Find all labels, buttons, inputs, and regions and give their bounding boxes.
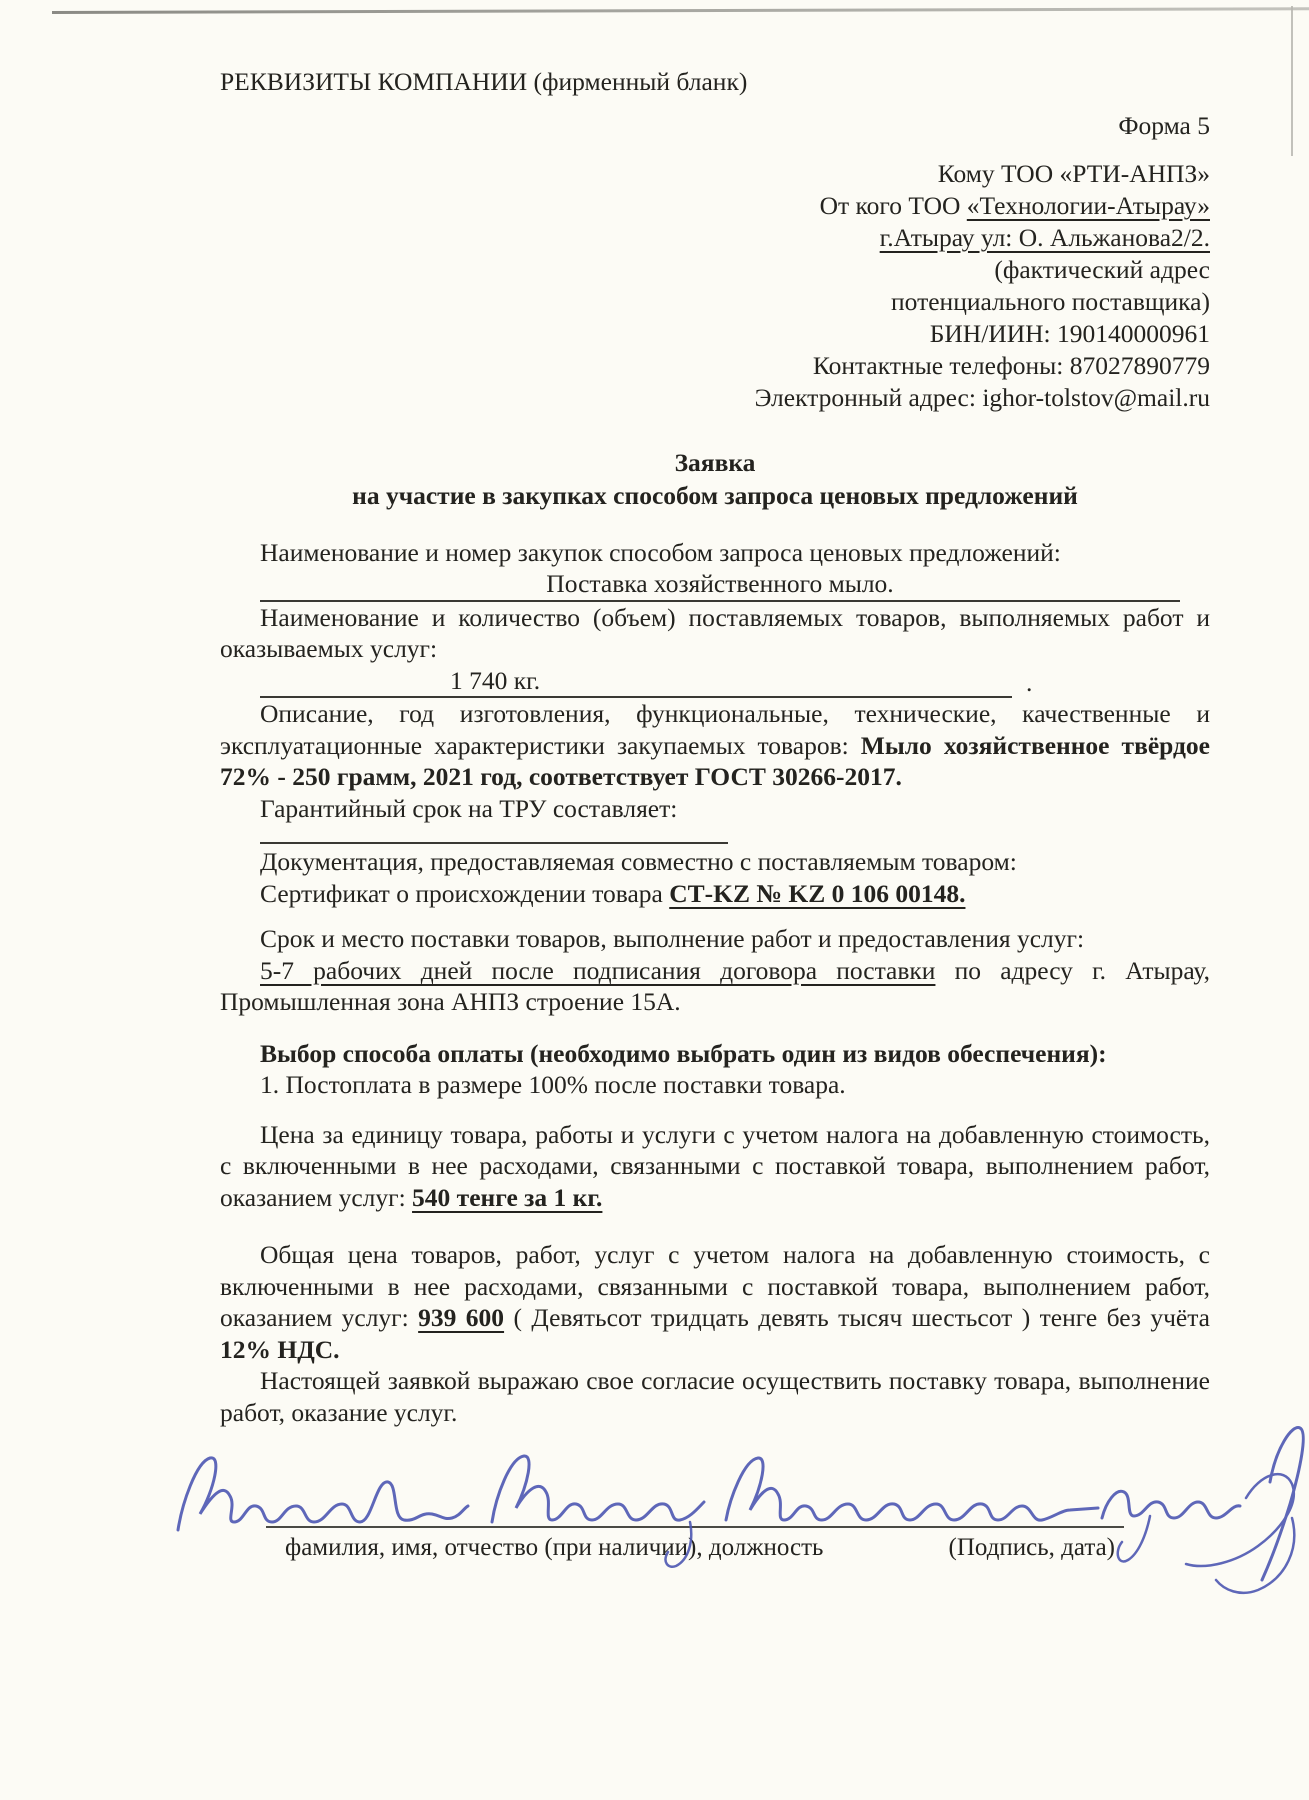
recipient-from xyxy=(220,190,1210,222)
letterhead-note: РЕКВИЗИТЫ КОМПАНИИ (фирменный бланк) xyxy=(220,67,748,96)
signature-block xyxy=(0,1418,1309,1678)
paragraph-quantity: Наименование и количество (объем) поставляемых товаров, выполняемых работ и оказываемых услуг: xyxy=(220,602,1210,663)
paragraph-payment-option: 1. Постоплата в размере 100% после поставки товара. xyxy=(260,1070,846,1099)
paragraph-warranty: Гарантийный срок на ТРУ составляет: xyxy=(260,793,678,823)
form-number: Форма 5 xyxy=(1118,111,1210,140)
empty-fill-line-warranty xyxy=(260,824,728,844)
contact-phones: Контактные телефоны: 87027890779 xyxy=(812,350,1210,380)
fill-line-quantity xyxy=(260,665,1012,699)
fill-line-quantity-row xyxy=(220,665,1210,699)
scan-artifact-right-line xyxy=(1291,6,1293,156)
address-note-line2: потенциального поставщика) xyxy=(891,286,1210,316)
paragraph-documentation: Документация, предоставляемая совместно с поставляемым товаром: xyxy=(260,847,1017,876)
delivery-term-rest: по адресу г. Атырау, Промышленная зона АНПЗ строение 15А. xyxy=(220,955,1210,1016)
document-subtitle: на участие в закупках способом запроса ценовых предложений xyxy=(352,481,1078,510)
document-content xyxy=(220,0,1210,1428)
total-price-text: Общая цена товаров, работ, услуг с учетом налога на добавленную стоимость, с включенными в нее расходами, связанными с поставкой товара, выполнением работ, оказанием услуг: xyxy=(220,1240,1210,1332)
unit-price-value-bold: 540 тенге за 1 кг. xyxy=(412,1182,603,1212)
document-title: Заявка xyxy=(674,447,756,477)
paragraph-consent: Настоящей заявкой выражаю свое согласие осуществить поставку товара, выполнение работ, оказание услуг. xyxy=(220,1366,1210,1427)
paragraph-delivery: Срок и место поставки товаров, выполнение работ и предоставления услуг: xyxy=(260,924,1085,953)
recipient-from-prefix: От кого ТОО xyxy=(819,190,967,220)
bin-iin: БИН/ИИН: 190140000961 xyxy=(929,318,1210,348)
fill-line-procurement-name: Поставка хозяйственного мыло. xyxy=(260,568,1180,602)
supplier-address: г.Атырау ул: О. Альжанова2/2. xyxy=(879,222,1210,252)
total-amount-bold: 939 600 xyxy=(418,1303,505,1332)
handwritten-signature xyxy=(0,1418,1309,1678)
paragraph-delivery-term xyxy=(220,955,1210,1018)
signature-label-name: фамилия, имя, отчество (при наличии), должность xyxy=(285,1534,824,1561)
supplier-name: «Технологии-Атырау» xyxy=(966,190,1210,220)
paragraph-payment-title: Выбор способа оплаты (необходимо выбрать один из видов обеспечения): xyxy=(260,1038,1107,1068)
quantity-trailing-period: . xyxy=(1026,667,1033,697)
recipient-block xyxy=(220,158,1210,414)
description-product-bold: Мыло хозяйственное твёрдое 72% - 250 грамм, 2021 год, соответствует ГОСТ 30266-2017. xyxy=(220,730,1210,791)
certificate-number-bold: СТ-KZ № KZ 0 106 00148. xyxy=(669,878,966,908)
document-title-block xyxy=(220,446,1210,513)
paragraph-total-price xyxy=(220,1239,1210,1365)
recipient-to: Кому ТОО «РТИ-АНПЗ» xyxy=(937,158,1210,188)
total-amount-words: ( Девятьсот тридцать девять тысяч шестьсот ) тенге без учёта xyxy=(504,1303,1210,1332)
email-address: Электронный адрес: ighor-tolstov@mail.ru xyxy=(754,382,1210,412)
paragraph-description xyxy=(220,698,1210,793)
description-text: Описание, год изготовления, функциональные, технические, качественные и эксплуатационные характеристики закупаемых товаров: xyxy=(220,699,1210,760)
unit-price-text: Цена за единицу товара, работы и услуги с учетом налога на добавленную стоимость, с включенными в нее расходами, связанными с поставкой товара, выполнением работ, оказанием услуг: xyxy=(220,1119,1210,1212)
delivery-term-underlined: 5-7 рабочих дней после подписания договора поставки xyxy=(260,955,936,985)
vat-note-bold: 12% НДС. xyxy=(220,1334,340,1364)
address-note-line1: (фактический адрес xyxy=(994,254,1210,284)
signature-label-sign: (Подпись, дата) xyxy=(948,1534,1115,1561)
paragraph-certificate xyxy=(220,878,1210,910)
paragraph-unit-price xyxy=(220,1119,1210,1214)
paragraph-name-number: Наименование и номер закупок способом запроса ценовых предложений: xyxy=(260,537,1061,567)
certificate-text: Сертификат о происхождении товара xyxy=(260,878,670,908)
quantity-value: 1 740 кг. xyxy=(450,665,541,695)
